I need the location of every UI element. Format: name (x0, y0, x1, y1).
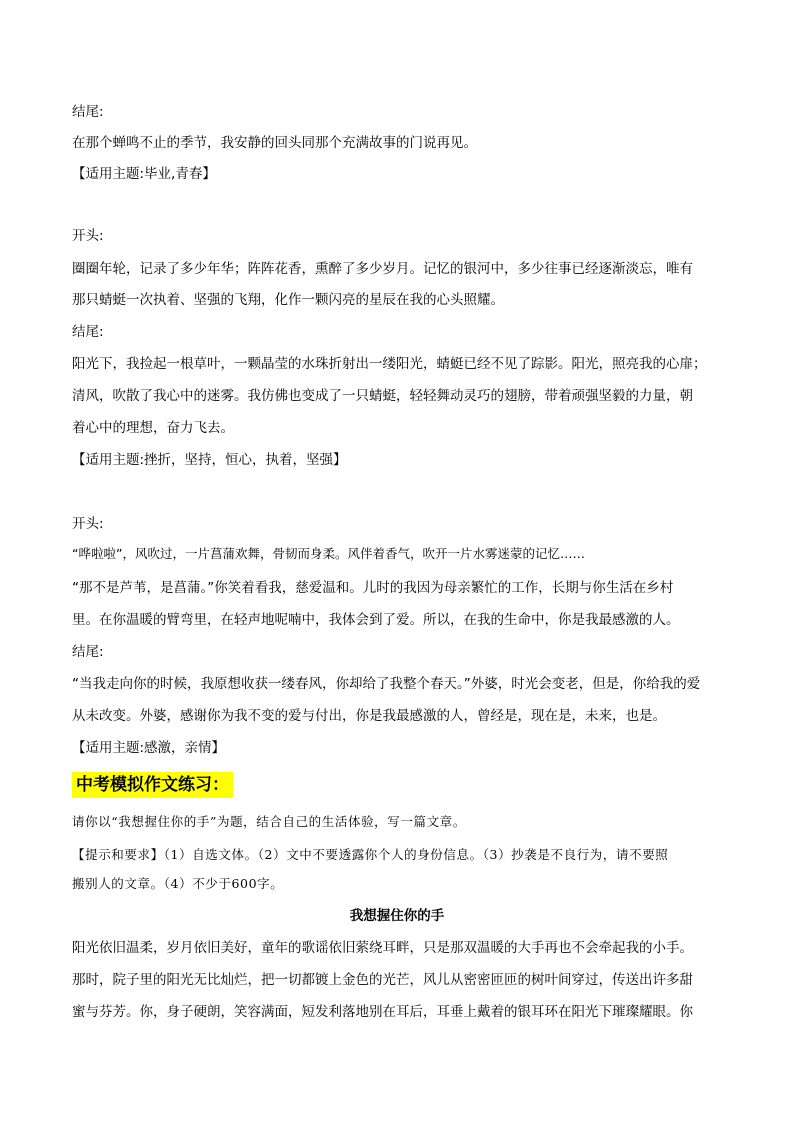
opening-line: 那只蜻蜓一次执着、坚强的飞翔，化作一颗闪亮的星辰在我的心头照耀。 (72, 292, 504, 308)
essay-line: 阳光依旧温柔，岁月依旧美好，童年的歌谣依旧萦绕耳畔，只是那双温暖的大手再也不会牵起我的小手。 (72, 940, 693, 956)
requirements-line: 搬别人的文章。（4）不少于600字。 (72, 876, 284, 891)
requirements-line: 【提示和要求】（1）自选文体。（2）文中不要透露你个人的身份信息。（3）抄袭是不良行为，请不要照 (72, 847, 669, 862)
opening-line: 圈圈年轮，记录了多少年华；阵阵花香，熏醉了多少岁月。记忆的银河中，多少往事已经逐渐淡忘，唯有 (72, 261, 693, 277)
ending-line: 清风，吹散了我心中的迷雾。我仿佛也变成了一只蜻蜓，轻轻舞动灵巧的翅膀，带着顽强坚毅的力量，朝 (72, 388, 693, 404)
ending-label: 结尾: (72, 104, 104, 120)
ending-text: 在那个蝉鸣不止的季节，我安静的回头同那个充满故事的门说再见。 (72, 135, 477, 151)
opening-line: “那不是芦苇，是菖蒲。”你笑着看我，慈爱温和。儿时的我因为母亲繁忙的工作，长期与你生活在乡村 (72, 580, 674, 596)
ending-line: 从未改变。外婆，感谢你为我不变的爱与付出，你是我最感激的人，曾经是，现在是，未来，也是。 (72, 708, 666, 724)
essay-line: 那时，院子里的阳光无比灿烂，把一切都镀上金色的光芒，风儿从密密匝匝的树叶间穿过，传送出许多甜 (72, 972, 693, 988)
practice-prompt: 请你以“我想握住你的手”为题，结合自己的生活体验，写一篇文章。 (72, 814, 466, 829)
theme-tag: 【适用主题:感激，亲情】 (72, 740, 226, 756)
ending-label: 结尾: (72, 324, 104, 340)
ending-line: 阳光下，我捡起一根草叶，一颗晶莹的水珠折射出一缕阳光，蜻蜓已经不见了踪影。阳光，照亮我的心扉； (72, 356, 707, 372)
theme-tag: 【适用主题:挫折，坚持，恒心，执着，坚强】 (72, 452, 347, 468)
ending-label: 结尾: (72, 644, 104, 660)
essay-line: 蜜与芬芳。你，身子硬朗，笑容满面，短发利落地别在耳后，耳垂上戴着的银耳环在阳光下璀璨耀眼。你 (72, 1004, 693, 1020)
opening-line: “哗啦啦”，风吹过，一片菖蒲欢舞，骨韧而身柔。风伴着香气，吹开一片水雾迷蒙的记忆…… (72, 546, 585, 561)
opening-label: 开头: (72, 516, 104, 532)
opening-label: 开头: (72, 228, 104, 244)
theme-tag: 【适用主题:毕业,青春】 (72, 166, 216, 182)
opening-line: 里。在你温暖的臂弯里，在轻声地呢喃中，我体会到了爱。所以，在我的生命中，你是我最感激的人。 (72, 612, 680, 628)
ending-line: 着心中的理想，奋力飞去。 (72, 420, 234, 436)
essay-title: 我想握住你的手 (349, 908, 445, 924)
ending-line: “当我走向你的时候，我原想收获一缕春风，你却给了我整个春天。”外婆，时光会变老，但是，你给我的爱 (72, 676, 701, 692)
practice-heading: 中考模拟作文练习： (72, 772, 233, 798)
